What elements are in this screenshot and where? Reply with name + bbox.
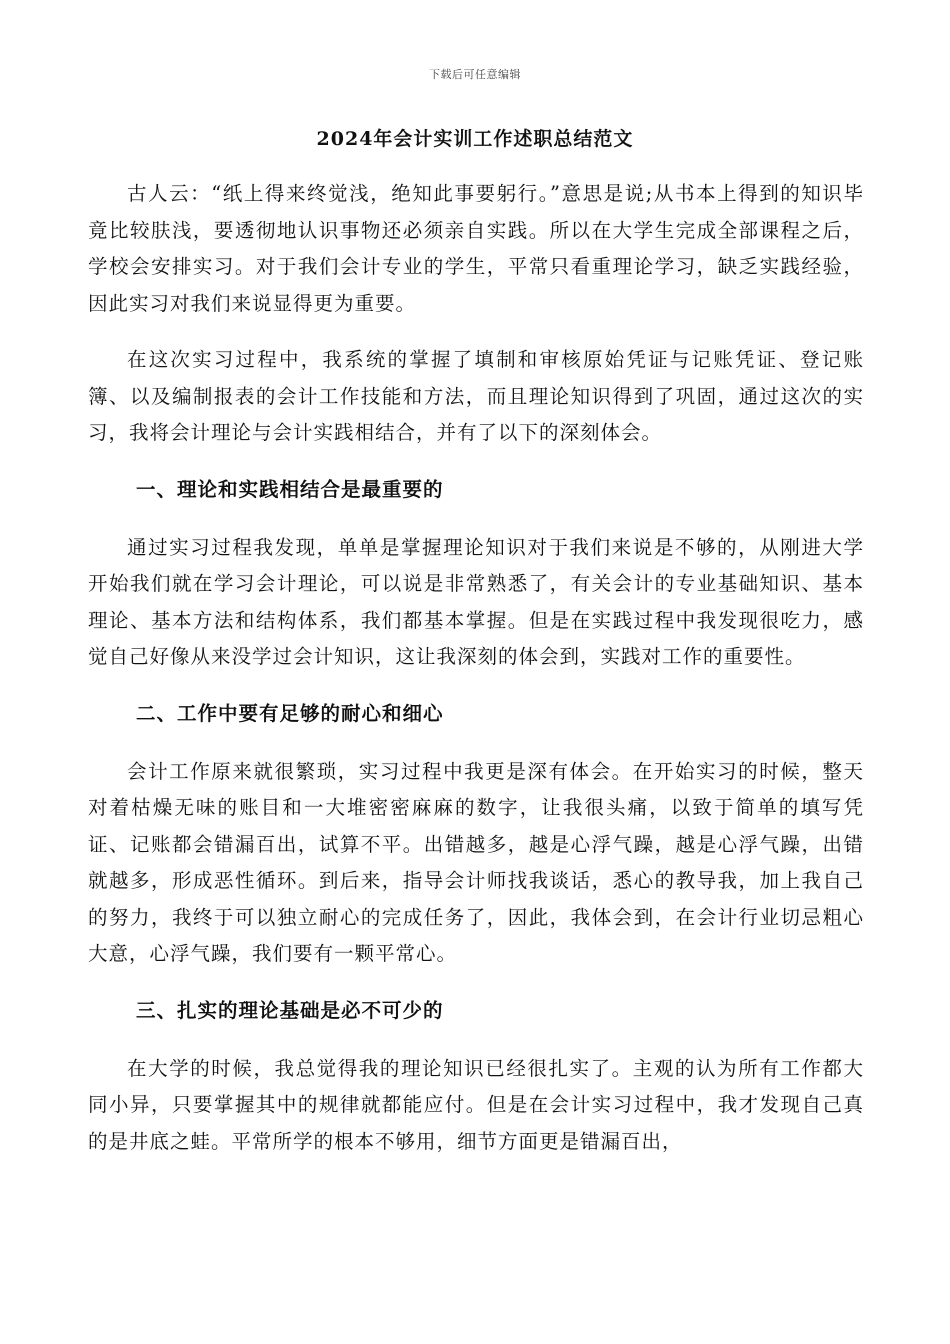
paragraph-section-2: 会计工作原来就很繁琐，实习过程中我更是深有体会。在开始实习的时候，整天对着枯燥无味的账目和一大堆密密麻麻的数字，让我很头痛，以致于简单的填写凭证、记账都会错漏百出，试算不平。出错越多，越是心浮气躁，越是心浮气躁，出错就越多，形成恶性循环。到后来，指导会计师找我谈话，悉心的教导我，加上我自己的努力，我终于可以独立耐心的完成任务了，因此，我体会到，在会计行业切忌粗心大意，心浮气躁，我们要有一颗平常心。 [88,759,864,965]
paragraph-intro: 古人云：“纸上得来终觉浅，绝知此事要躬行。”意思是说;从书本上得到的知识毕竟比较肤浅，要透彻地认识事物还必须亲自实践。所以在大学生完成全部课程之后，学校会安排实习。对于我们会计专业的学生，平常只看重理论学习，缺乏实践经验，因此实习对我们来说显得更为重要。 [88,182,864,315]
document-title: 2024年会计实训工作述职总结范文 [316,128,634,150]
header-note: 下载后可任意编辑 [429,68,521,81]
paragraph-section-3: 在大学的时候，我总觉得我的理论知识已经很扎实了。主观的认为所有工作都大同小异，只要掌握其中的规律就都能应付。但是在会计实习过程中，我才发现自己真的是井底之蛙。平常所学的根本不够用，细节方面更是错漏百出， [88,1056,864,1153]
document-body [88,176,864,1180]
paragraph-overview: 在这次实习过程中，我系统的掌握了填制和审核原始凭证与记账凭证、登记账簿、以及编制报表的会计工作技能和方法，而且理论知识得到了巩固，通过这次的实习，我将会计理论与会计实践相结合，并有了以下的深刻体会。 [88,348,864,444]
section-heading-1: 一、理论和实践相结合是最重要的 [136,477,444,501]
paragraph-section-1: 通过实习过程我发现，单单是掌握理论知识对于我们来说是不够的，从刚进大学开始我们就在学习会计理论，可以说是非常熟悉了，有关会计的专业基础知识、基本理论、基本方法和结构体系，我们都基本掌握。但是在实践过程中我发现很吃力，感觉自己好像从来没学过会计知识，这让我深刻的体会到，实践对工作的重要性。 [88,535,864,668]
section-heading-3: 三、扎实的理论基础是必不可少的 [136,998,444,1022]
section-heading-2: 二、工作中要有足够的耐心和细心 [136,701,444,725]
